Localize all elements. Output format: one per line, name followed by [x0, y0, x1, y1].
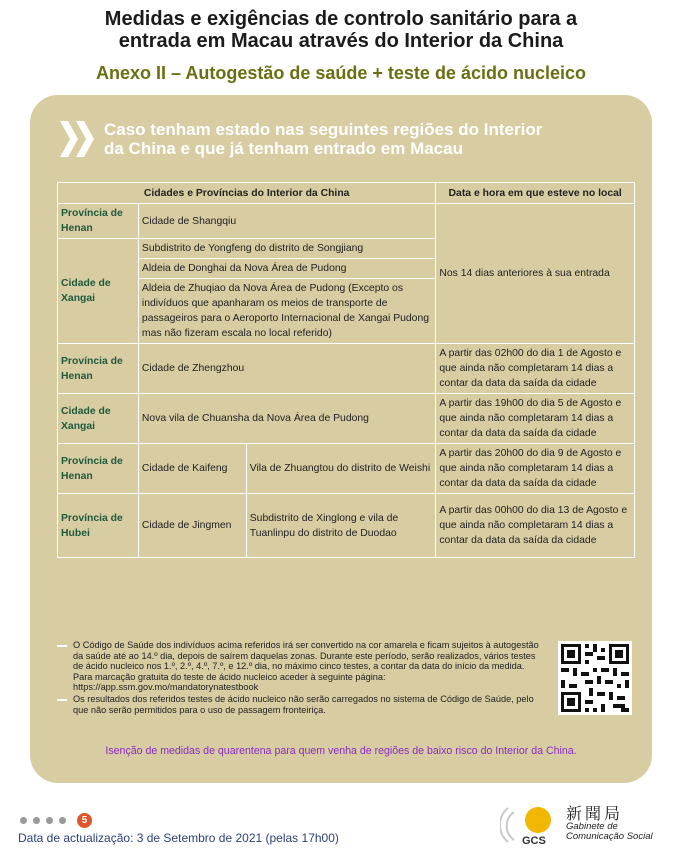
table-row: [58, 204, 635, 239]
place-cell: Subdistrito de Yongfeng do distrito de Songjiang: [138, 239, 435, 259]
place-cell: Aldeia de Zhuqiao da Nova Área de Pudong (Excepto os indivíduos que apanharam os meios de transporte de passageiros para o Aeroporto Internacional de Xangai Pudong mas não fizeram escala no local referido): [138, 279, 435, 344]
page-dot[interactable]: [33, 817, 40, 824]
city-cell: Cidade de Kaifeng: [138, 444, 246, 494]
place-cell: Cidade de Shangqiu: [138, 204, 435, 239]
double-chevron-icon: [60, 121, 98, 157]
regions-table: [57, 182, 635, 558]
current-page-number[interactable]: 5: [77, 813, 92, 828]
date-cell: A partir das 02h00 do dia 1 de Agosto e que ainda não completaram 14 dias a contar da data da saída da cidade: [436, 344, 635, 394]
dash-bullet-icon: [57, 699, 67, 701]
page-dot[interactable]: [20, 817, 27, 824]
note-item: [57, 640, 545, 693]
date-cell: Nos 14 dias anteriores à sua entrada: [436, 204, 635, 344]
title-line-2: entrada em Macau através do Interior da China: [118, 30, 564, 52]
title-line-1: Medidas e exigências de controlo sanitário para a: [104, 8, 578, 30]
table-row: [58, 394, 635, 444]
header-regions: Cidades e Províncias do Interior da China: [58, 183, 436, 204]
date-cell: A partir das 00h00 do dia 13 de Agosto e que ainda não completaram 14 dias a contar da data da saída da cidade: [436, 494, 635, 558]
update-date: Data de actualização: 3 de Setembro de 2021 (pelas 17h00): [18, 831, 339, 845]
section-heading: [104, 120, 634, 158]
logo-mark-text: GCS: [522, 835, 546, 847]
gcs-logo-mark-icon: [500, 798, 562, 848]
notes: [57, 640, 545, 716]
logo-portuguese-text: [566, 822, 653, 842]
page-dot[interactable]: [46, 817, 53, 824]
region-cell: Província de Henan: [58, 204, 139, 239]
table-row: [58, 444, 635, 494]
gcs-logo: [500, 798, 680, 848]
dash-bullet-icon: [57, 645, 67, 647]
table-row: [58, 344, 635, 394]
note-text: O Código de Saúde dos indivíduos acima referidos irá ser convertido na cor amarela e ficam sujeitos à autogestão da saúde até ao 14.º dia, depois de saírem daquelas zonas. Durante este período, serão realizados, vários testes de ácido nucleico nos 1.º, 2.º, 4.º, 7.º, e 12.º dia, no máximo cinco testes, a contar da data do início da medida. Para marcação gratuita do teste de ácido nucleico aceder à seguinte página: https://app.ssm.gov.mo/mandatorynatestbook: [73, 640, 539, 693]
header-date: Data e hora em que esteve no local: [436, 183, 635, 204]
table-row: [58, 494, 635, 558]
qr-code-icon[interactable]: [558, 641, 632, 715]
region-cell: Província de Hubei: [58, 494, 139, 558]
quarantine-exemption-note: Isenção de medidas de quarentena para quem venha de regiões de baixo risco do Interior da China.: [105, 745, 577, 757]
page-title: [0, 8, 682, 52]
date-cell: A partir das 19h00 do dia 5 de Agosto e que ainda não completaram 14 dias a contar da data da saída da cidade: [436, 394, 635, 444]
date-cell: A partir das 20h00 do dia 9 de Agosto e que ainda não completaram 14 dias a contar da data da saída da cidade: [436, 444, 635, 494]
region-cell: Cidade de Xangai: [58, 239, 139, 344]
place-cell: Aldeia de Donghai da Nova Área de Pudong: [138, 259, 435, 279]
logo-pt-line-1: Gabinete de: [566, 821, 618, 832]
place-cell: Subdistrito de Xinglong e vila de Tuanlinpu do distrito de Duodao: [246, 494, 436, 558]
place-cell: Cidade de Zhengzhou: [138, 344, 435, 394]
section-heading-line-2: da China e que já tenham entrado em Macau: [104, 139, 463, 158]
page-dot[interactable]: [59, 817, 66, 824]
place-cell: Vila de Zhuangtou do distrito de Weishi: [246, 444, 436, 494]
logo-chinese-text: 新聞局: [566, 806, 624, 823]
content-panel: [30, 95, 652, 783]
city-cell: Cidade de Jingmen: [138, 494, 246, 558]
section-heading-line-1: Caso tenham estado nas seguintes regiões do Interior: [104, 120, 543, 139]
table-header-row: [58, 183, 635, 204]
note-text: Os resultados dos referidos testes de ácido nucleico não serão carregados no sistema de Código de Saúde, pelo que não serão permitidos para o uso de passagem fronteiriça.: [73, 693, 534, 715]
logo-pt-line-2: Comunicação Social: [566, 831, 653, 842]
region-cell: Cidade de Xangai: [58, 394, 139, 444]
page-subtitle: Anexo II – Autogestão de saúde + teste de ácido nucleico: [96, 63, 586, 83]
region-cell: Província de Henan: [58, 444, 139, 494]
region-cell: Província de Henan: [58, 344, 139, 394]
note-item: [57, 694, 545, 715]
place-cell: Nova vila de Chuansha da Nova Área de Pudong: [138, 394, 435, 444]
